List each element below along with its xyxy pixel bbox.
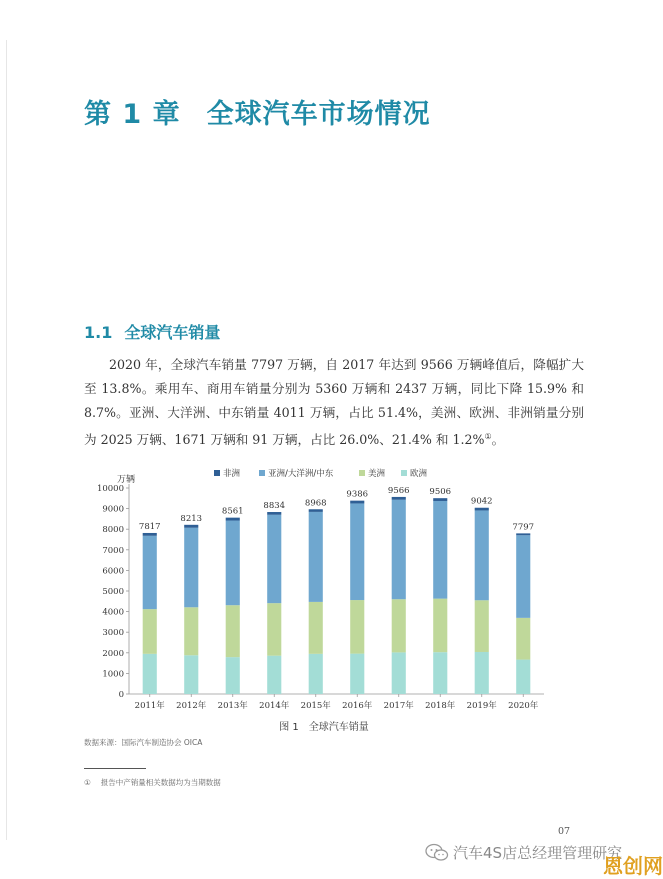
section-number: 1.1 bbox=[84, 323, 113, 342]
y-tick-label: 2000 bbox=[102, 648, 124, 659]
bar-total-label: 7797 bbox=[512, 522, 535, 533]
y-tick-label: 8000 bbox=[102, 525, 124, 536]
y-tick-label: 9000 bbox=[102, 504, 124, 515]
legend-label: 非洲 bbox=[223, 469, 241, 479]
legend-label: 美洲 bbox=[368, 469, 386, 479]
watermark-text: 汽车4S店总经理管理研究 bbox=[453, 843, 623, 862]
bar-segment bbox=[226, 518, 240, 521]
legend-swatch bbox=[359, 470, 365, 476]
page-number: 07 bbox=[558, 826, 571, 837]
bar-segment bbox=[143, 609, 157, 654]
bar-segment bbox=[309, 509, 323, 512]
y-tick-label: 5000 bbox=[102, 587, 124, 597]
bar-total-label: 9566 bbox=[387, 485, 410, 496]
y-axis-title: 万辆 bbox=[117, 475, 136, 485]
bar-segment bbox=[143, 533, 157, 536]
footnote-mark: ① bbox=[84, 778, 91, 787]
watermark-brand: 恩创网 bbox=[603, 854, 663, 878]
y-tick-label: 4000 bbox=[102, 607, 124, 618]
x-tick-label: 2012年 bbox=[176, 701, 207, 711]
bar-segment bbox=[392, 497, 406, 500]
legend-swatch bbox=[401, 470, 407, 476]
data-source-note: 数据来源：国际汽车制造协会 OICA bbox=[84, 738, 203, 747]
section-heading bbox=[84, 320, 220, 343]
body-text: 2020 年，全球汽车销量 7797 万辆，自 2017 年达到 9566 万辆峰值后，降幅扩大至 13.8%。乘用车、商用车销量分别为 5360 万辆和 2437 万辆，同比下降 15.9% 和 8.7%。亚洲、大洋洲、中东销量 4011 万辆，占比 51.4%，美洲、欧洲、非洲销量分别为 2025 万辆、1671 万辆和 91 万辆，占比 26.0%、21.4% 和 1.2% bbox=[84, 357, 584, 448]
y-tick-label: 0 bbox=[118, 690, 124, 700]
bar-segment bbox=[226, 521, 240, 606]
bar-segment bbox=[475, 652, 489, 694]
bar-segment bbox=[226, 657, 240, 694]
footnote bbox=[84, 777, 221, 788]
bar-segment bbox=[433, 599, 447, 653]
bar-segment bbox=[516, 535, 530, 618]
bar-total-label: 8213 bbox=[180, 513, 203, 524]
bar-segment bbox=[475, 600, 489, 652]
x-tick-label: 2019年 bbox=[466, 701, 497, 711]
bar-segment bbox=[433, 501, 447, 599]
y-tick-label: 10000 bbox=[96, 484, 124, 494]
footnote-reference[interactable]: ① bbox=[484, 432, 492, 441]
legend-swatch bbox=[259, 470, 265, 476]
x-tick-label: 2013年 bbox=[217, 701, 248, 711]
footnote-divider bbox=[84, 768, 146, 769]
bar-total-label: 8968 bbox=[304, 498, 327, 509]
y-tick-label: 7000 bbox=[102, 545, 124, 556]
bar-total-label: 9506 bbox=[429, 487, 452, 498]
watermark bbox=[425, 838, 663, 878]
bar-segment bbox=[226, 605, 240, 657]
section-name: 全球汽车销量 bbox=[124, 323, 221, 342]
bar-total-label: 8561 bbox=[221, 506, 244, 517]
bar-segment bbox=[433, 498, 447, 501]
bar-segment bbox=[267, 515, 281, 603]
bar-segment bbox=[516, 533, 530, 535]
bar-segment bbox=[184, 607, 198, 655]
body-paragraph: 2020 年，全球汽车销量 7797 万辆，自 2017 年达到 9566 万辆峰值后，降幅扩大至 13.8%。乘用车、商用车销量分别为 5360 万辆和 2437 万辆，同比下降 15.9% 和 8.7%。亚洲、大洋洲、中东销量 4011 万辆，占比 51.4%，美洲、欧洲、非洲销量分别为 2025 万辆、1671 万辆和 91 万辆，占比 26.0%、21.4% 和 1.2%①。 bbox=[84, 357, 584, 448]
wechat-icon bbox=[425, 843, 449, 861]
bar-segment bbox=[433, 652, 447, 694]
figure-caption-text: 全球汽车销量 bbox=[308, 722, 369, 733]
bar-segment bbox=[184, 525, 198, 528]
y-tick-label: 1000 bbox=[102, 669, 124, 680]
bar-segment bbox=[309, 512, 323, 602]
legend-swatch bbox=[214, 470, 220, 476]
bar-segment bbox=[516, 660, 530, 694]
bar-segment bbox=[143, 654, 157, 694]
bar-segment bbox=[350, 654, 364, 694]
bar-segment bbox=[309, 654, 323, 694]
bar-segment bbox=[475, 508, 489, 511]
x-tick-label: 2020年 bbox=[508, 701, 539, 711]
chapter-name: 全球汽车市场情况 bbox=[206, 99, 431, 130]
legend-label: 欧洲 bbox=[410, 469, 428, 479]
bar-segment bbox=[309, 602, 323, 654]
bar-segment bbox=[267, 512, 281, 515]
bar-segment bbox=[184, 528, 198, 608]
x-tick-label: 2011年 bbox=[134, 701, 165, 711]
bar-segment bbox=[392, 652, 406, 694]
bar-segment bbox=[267, 603, 281, 656]
bar-segment bbox=[350, 600, 364, 654]
chapter-title bbox=[84, 92, 431, 131]
bar-total-label: 7817 bbox=[138, 521, 161, 532]
y-tick-label: 3000 bbox=[102, 628, 124, 639]
bar-segment bbox=[350, 503, 364, 600]
bar-segment bbox=[392, 599, 406, 652]
x-tick-label: 2017年 bbox=[383, 701, 414, 711]
x-tick-label: 2018年 bbox=[425, 701, 456, 711]
bar-segment bbox=[267, 656, 281, 694]
bar-segment bbox=[516, 618, 530, 660]
x-tick-label: 2014年 bbox=[259, 701, 290, 711]
chapter-number: 第 1 章 bbox=[84, 99, 181, 130]
footnote-text: 报告中产销量相关数据均为当期数据 bbox=[100, 778, 221, 787]
bar-segment bbox=[350, 501, 364, 504]
figure-number: 图 1 bbox=[279, 722, 299, 733]
bar-segment bbox=[392, 500, 406, 599]
bar-total-label: 8834 bbox=[263, 501, 286, 512]
legend-label: 亚洲/大洋洲/中东 bbox=[268, 469, 334, 479]
bar-segment bbox=[184, 655, 198, 694]
bar-segment bbox=[143, 536, 157, 609]
bar-total-label: 9386 bbox=[346, 489, 369, 500]
bar-total-label: 9042 bbox=[470, 496, 493, 507]
x-tick-label: 2016年 bbox=[342, 701, 373, 711]
figure-caption bbox=[0, 718, 648, 733]
bar-segment bbox=[475, 510, 489, 600]
y-tick-label: 6000 bbox=[102, 566, 124, 577]
x-tick-label: 2015年 bbox=[300, 701, 331, 711]
sales-chart bbox=[84, 462, 554, 714]
